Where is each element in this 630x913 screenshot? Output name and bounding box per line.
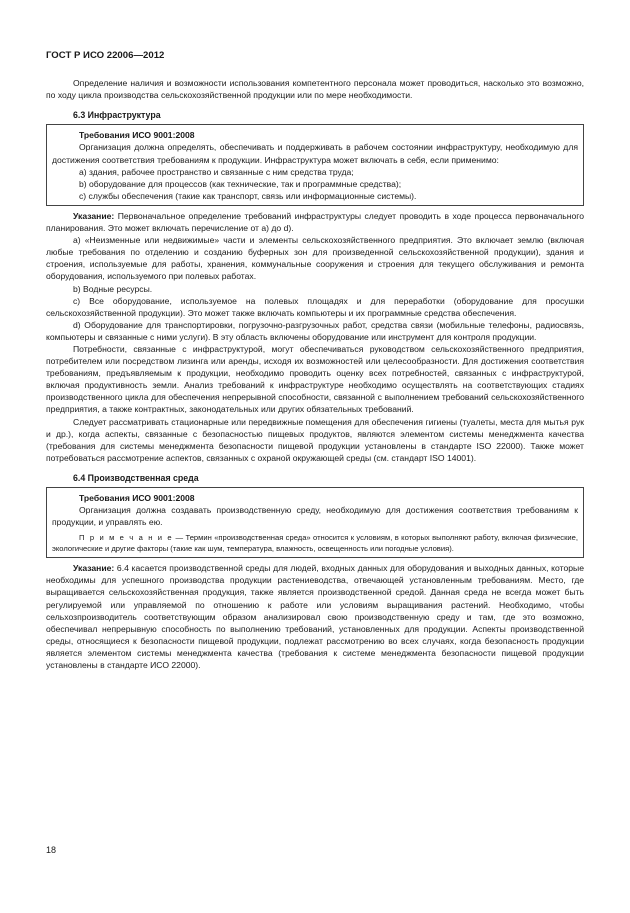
box-title: Требования ИСО 9001:2008 [79, 493, 195, 503]
box-list-item: а) здания, рабочее пространство и связанные с ним средства труда; [79, 166, 354, 177]
guidance-text: 6.4 касается производственной среды для людей, входных данных для оборудования и выходных данных, которые необходимы для успешного производства продукции растениеводства, отвечающей установленным требованиям. Место, где выращивается сельскохозяйственная продукция, также является производственной средой. Данная среда не всегда может быть регулируемой или управляемой по отношению к работе или условиям выращивания растений. Необходимо, чтобы сельхозпроизводитель соответствующим образом анализировал свою производственную среду и там, где это возможно, обеспечивал непрерывную способность по выполнению требований, установленных для продукции. Аспекты производственной среды, относящиеся к безопасности пищевой продукции, подлежат рассмотрению во всех случаях, когда безопасность продукции является элементом системы менеджмента качества (требования к системе менеджмента безопасности пищевой продукции установлены в стандарте ИСО 22000). [46, 563, 584, 671]
note-label: П р и м е ч а н и е [79, 533, 174, 543]
body-paragraph: d) Оборудование для транспортировки, погрузочно-разгрузочных работ, средства связи (мобильные телефоны, радиосвязь, компьютеры и связанные с ними услуги). В эту область включены оборудование или инструмент для контроля продукции. [46, 319, 584, 342]
intro-paragraph: Определение наличия и возможности использования компетентного персонала может проводиться, насколько это возможно, по ходу цикла производства сельскохозяйственной продукции или по мере необходимости. [46, 78, 584, 101]
box-text: Организация должна создавать производственную среду, необходимую для достижения соответствия требованиям к продукции, и управлять ею. [52, 505, 578, 528]
body-paragraph: c) Все оборудование, используемое на полевых площадях и для переработки (оборудование для просушки сельскохозяйственной продукции). Это может также включать компьютеры и их программные средства обеспечения. [46, 295, 584, 318]
body-paragraph: а) «Неизменные или недвижимые» части и элементы сельскохозяйственного предприятия. Это включает землю (включая любые требования по отделению и созданию буферных зон для произведенной сельскохозяйственной продукции), здания и строения, используемые для работы, хранения, коммунальные сооружения и строения для текущего обслуживания и ремонта оборудования, используемого при полевых работах. [46, 235, 584, 282]
box-list-item: c) службы обеспечения (такие как транспорт, связь или информационные системы). [79, 190, 417, 201]
section-6-3-title: 6.3 Инфраструктура [73, 110, 161, 121]
box-note [52, 532, 578, 554]
page [46, 50, 584, 671]
section-6-4-title: 6.4 Производственная среда [73, 472, 199, 483]
document-header: ГОСТ Р ИСО 22006—2012 [46, 50, 165, 61]
body-paragraph: Следует рассматривать стационарные или передвижные помещения для обеспечения гигиены (туалеты, места для мытья рук и др.), когда аспекты, связанные с безопасностью пищевых продуктов, являются элементом системы менеджмента качества (требования для системы менеджмента безопасности пищевой продукции установлены в стандарте ISO 22000). Также может потребоваться рассмотрение аспектов, связанных с охраной окружающей среды (см. стандарт ISO 14001). [46, 416, 584, 463]
note-text: — Термин «производственная среда» относится к условиям, в которых выполняют работу, включая физические, экологические и другие факторы (такие как шум, температура, влажность, освещенность или погодные условия). [52, 533, 578, 554]
guidance-paragraph-6-3 [46, 210, 584, 234]
guidance-label: Указание: [73, 210, 115, 221]
body-paragraph: Потребности, связанные с инфраструктурой, могут обеспечиваться руководством сельскохозяйственного предприятия, потребителем или посредством лизинга или аренды, исходя их возможностей или целесообразности. Для достижения соответствия требованиям, предъявляемым к продукции, необходимо проводить оценку всех потребностей, связанных с инфраструктурой, включая продуктивность земли. Анализ требований к инфраструктуре необходимо осуществлять на соответствующих стадиях производственного цикла для обеспечения непрерывной способности, связанной с выполнением требований сельскохозяйственного предприятия, а также контрактных, законодательных или других обязательных требований. [46, 343, 584, 415]
guidance-paragraph-6-4 [46, 562, 584, 671]
guidance-text: Первоначальное определение требований инфраструктуры следует проводить в ходе процесса первоначального планирования. Это может включать перечисление от а) до d). [46, 210, 584, 234]
page-number: 18 [46, 845, 57, 855]
guidance-label: Указание: [73, 563, 115, 574]
box-text: Организация должна определять, обеспечивать и поддерживать в рабочем состоянии инфраструктуру, необходимую для достижения соответствия требованиям к продукции. Инфраструктура может включать в себя, если применимо: [52, 142, 578, 165]
body-paragraph: b) Водные ресурсы. [73, 283, 153, 294]
iso-9001-requirements-box-6-4 [46, 487, 584, 558]
box-list-item: b) оборудование для процессов (как технические, так и программные средства); [79, 178, 402, 189]
box-title: Требования ИСО 9001:2008 [79, 130, 195, 141]
iso-9001-requirements-box-6-3 [46, 124, 584, 206]
